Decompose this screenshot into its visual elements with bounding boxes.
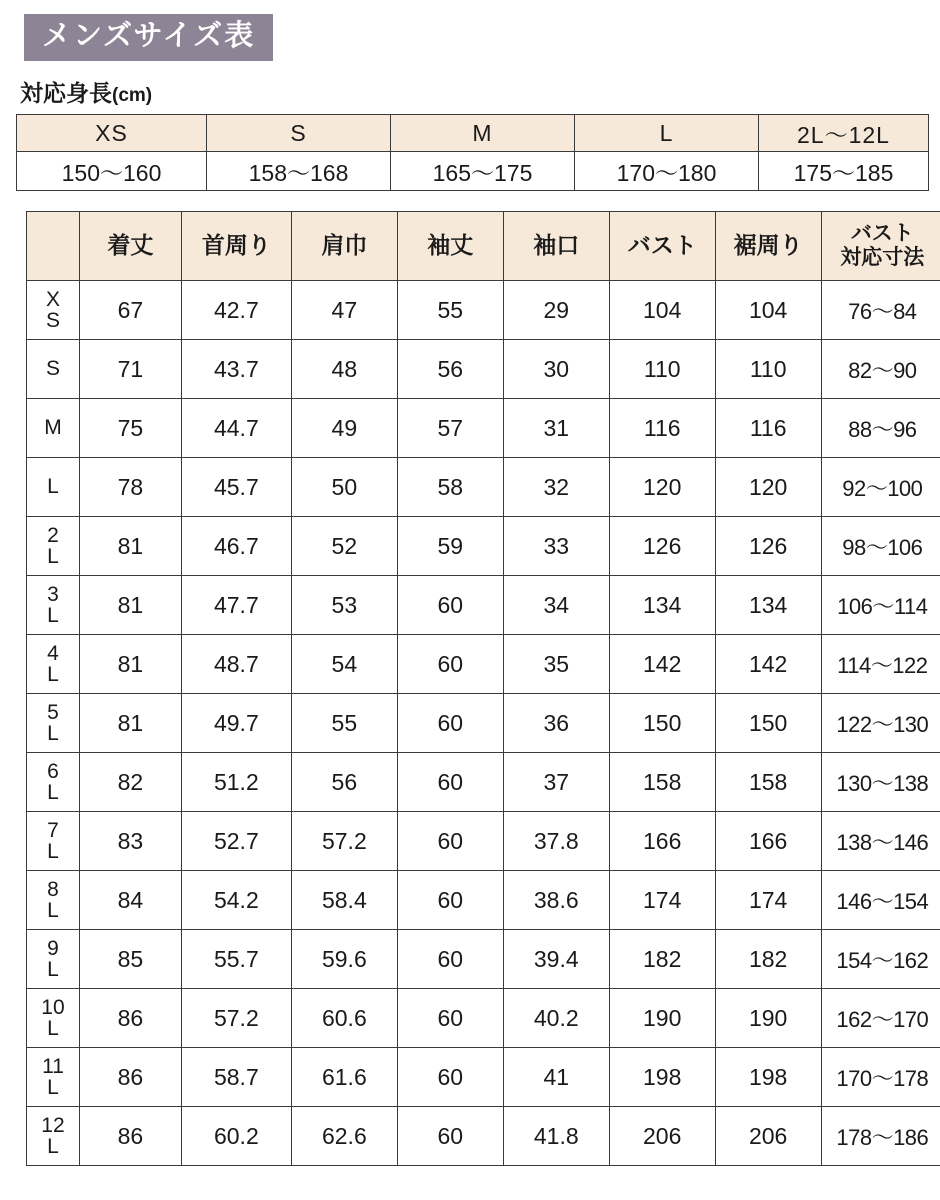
- height-subtitle-label: 対応身長: [20, 80, 112, 106]
- row-size-line2: L: [47, 722, 59, 745]
- cell-measurement: 38.6: [503, 871, 609, 930]
- table-row: [27, 576, 940, 635]
- cell-measurement: 150: [609, 694, 715, 753]
- cell-measurement: 126: [715, 517, 821, 576]
- cell-measurement: 86: [79, 989, 181, 1048]
- height-section-subtitle: [20, 75, 932, 108]
- cell-measurement: 81: [79, 635, 181, 694]
- column-header-katahaba: 肩巾: [291, 212, 397, 281]
- cell-measurement: 190: [609, 989, 715, 1048]
- table-row: [27, 399, 940, 458]
- cell-measurement: 110: [715, 340, 821, 399]
- cell-measurement: 116: [609, 399, 715, 458]
- cell-measurement: 56: [291, 753, 397, 812]
- cell-measurement: 206: [715, 1107, 821, 1166]
- row-header-size: [27, 930, 80, 989]
- row-header-size: [27, 871, 80, 930]
- measurements-header-row: [27, 212, 940, 281]
- height-size-header: M: [391, 115, 575, 152]
- cell-measurement: 58: [397, 458, 503, 517]
- cell-measurement: 198: [609, 1048, 715, 1107]
- cell-measurement: 47: [291, 281, 397, 340]
- row-size-line2: L: [47, 1017, 59, 1040]
- cell-measurement: 37: [503, 753, 609, 812]
- column-header-kitake: 着丈: [79, 212, 181, 281]
- cell-measurement: 48: [291, 340, 397, 399]
- row-size-line2: L: [47, 781, 59, 804]
- cell-measurement: 78: [79, 458, 181, 517]
- cell-measurement: 174: [715, 871, 821, 930]
- height-subtitle-unit: (cm): [112, 85, 153, 106]
- row-size-line2: L: [47, 958, 59, 981]
- row-size-line1: 8: [47, 877, 59, 901]
- page-title: メンズサイズ表: [24, 14, 273, 61]
- cell-measurement: 120: [715, 458, 821, 517]
- cell-bust-range: 138〜146: [821, 812, 940, 871]
- cell-measurement: 35: [503, 635, 609, 694]
- cell-bust-range: 146〜154: [821, 871, 940, 930]
- cell-measurement: 104: [609, 281, 715, 340]
- cell-measurement: 82: [79, 753, 181, 812]
- row-size-line2: L: [47, 545, 59, 568]
- row-header-size: [27, 576, 80, 635]
- cell-measurement: 57.2: [181, 989, 291, 1048]
- cell-measurement: 44.7: [181, 399, 291, 458]
- cell-measurement: 116: [715, 399, 821, 458]
- cell-measurement: 142: [715, 635, 821, 694]
- height-range-cell: 175〜185: [759, 152, 929, 191]
- height-range-cell: 150〜160: [17, 152, 207, 191]
- cell-measurement: 86: [79, 1107, 181, 1166]
- height-table-header-row: [17, 115, 929, 152]
- measurements-corner-cell: [27, 212, 80, 281]
- cell-measurement: 84: [79, 871, 181, 930]
- cell-measurement: 58.7: [181, 1048, 291, 1107]
- cell-measurement: 60.6: [291, 989, 397, 1048]
- cell-measurement: 43.7: [181, 340, 291, 399]
- cell-measurement: 46.7: [181, 517, 291, 576]
- column-header-sodeguchi: 袖口: [503, 212, 609, 281]
- cell-measurement: 41.8: [503, 1107, 609, 1166]
- cell-bust-range: 114〜122: [821, 635, 940, 694]
- row-size-line1: 12: [41, 1113, 65, 1137]
- row-size-line1: 5: [47, 700, 59, 724]
- column-header-bust-taiou-line1: バスト: [850, 222, 914, 246]
- cell-measurement: 49.7: [181, 694, 291, 753]
- cell-measurement: 67: [79, 281, 181, 340]
- cell-measurement: 62.6: [291, 1107, 397, 1166]
- row-header-size: [27, 694, 80, 753]
- cell-measurement: 52.7: [181, 812, 291, 871]
- cell-bust-range: 82〜90: [821, 340, 940, 399]
- cell-measurement: 56: [397, 340, 503, 399]
- cell-measurement: 104: [715, 281, 821, 340]
- column-header-bust-taiou-line2: 対応寸法: [840, 246, 925, 269]
- row-header-size: [27, 1107, 80, 1166]
- row-size-line2: L: [47, 604, 59, 627]
- cell-measurement: 40.2: [503, 989, 609, 1048]
- height-table: [16, 114, 929, 191]
- row-size-line1: 6: [47, 759, 59, 783]
- measurements-table: [26, 211, 940, 1166]
- table-row: [27, 871, 940, 930]
- cell-measurement: 60: [397, 871, 503, 930]
- row-header-size: [27, 458, 80, 517]
- row-size-line2: S: [45, 309, 60, 332]
- cell-measurement: 60.2: [181, 1107, 291, 1166]
- row-size-line1: 2: [47, 523, 59, 547]
- row-header-size: [27, 1048, 80, 1107]
- cell-measurement: 60: [397, 1048, 503, 1107]
- cell-measurement: 33: [503, 517, 609, 576]
- cell-measurement: 198: [715, 1048, 821, 1107]
- cell-bust-range: 170〜178: [821, 1048, 940, 1107]
- cell-measurement: 71: [79, 340, 181, 399]
- cell-measurement: 60: [397, 989, 503, 1048]
- cell-measurement: 54.2: [181, 871, 291, 930]
- column-header-sodetake: 袖丈: [397, 212, 503, 281]
- row-size-line2: L: [47, 1135, 59, 1158]
- cell-measurement: 39.4: [503, 930, 609, 989]
- cell-measurement: 81: [79, 694, 181, 753]
- cell-measurement: 29: [503, 281, 609, 340]
- height-size-header: XS: [17, 115, 207, 152]
- cell-measurement: 36: [503, 694, 609, 753]
- row-header-size: [27, 635, 80, 694]
- cell-measurement: 182: [715, 930, 821, 989]
- cell-measurement: 110: [609, 340, 715, 399]
- column-header-susomawari: 裾周り: [715, 212, 821, 281]
- cell-measurement: 53: [291, 576, 397, 635]
- measurements-section: [26, 211, 932, 1166]
- cell-measurement: 158: [715, 753, 821, 812]
- cell-measurement: 166: [609, 812, 715, 871]
- height-size-header: S: [207, 115, 391, 152]
- cell-measurement: 50: [291, 458, 397, 517]
- height-range-cell: 165〜175: [391, 152, 575, 191]
- row-header-size: [27, 399, 80, 458]
- cell-measurement: 49: [291, 399, 397, 458]
- cell-bust-range: 92〜100: [821, 458, 940, 517]
- row-size-line1: 9: [47, 936, 59, 960]
- cell-measurement: 60: [397, 576, 503, 635]
- cell-measurement: 45.7: [181, 458, 291, 517]
- cell-measurement: 61.6: [291, 1048, 397, 1107]
- table-row: [27, 1107, 940, 1166]
- row-header-size: [27, 989, 80, 1048]
- cell-measurement: 75: [79, 399, 181, 458]
- cell-measurement: 55: [397, 281, 503, 340]
- row-size-line1: 7: [47, 818, 59, 842]
- table-row: [27, 340, 940, 399]
- cell-measurement: 60: [397, 635, 503, 694]
- height-range-cell: 170〜180: [575, 152, 759, 191]
- table-row: [27, 1048, 940, 1107]
- cell-measurement: 134: [715, 576, 821, 635]
- cell-measurement: 60: [397, 753, 503, 812]
- cell-measurement: 60: [397, 1107, 503, 1166]
- cell-measurement: 57: [397, 399, 503, 458]
- cell-measurement: 60: [397, 694, 503, 753]
- cell-measurement: 52: [291, 517, 397, 576]
- table-row: [27, 930, 940, 989]
- row-size-line1: 10: [41, 995, 65, 1019]
- cell-measurement: 60: [397, 812, 503, 871]
- table-row: [27, 694, 940, 753]
- cell-measurement: 51.2: [181, 753, 291, 812]
- cell-measurement: 81: [79, 576, 181, 635]
- table-row: [27, 517, 940, 576]
- column-header-bust-taiou: [821, 212, 940, 281]
- cell-measurement: 174: [609, 871, 715, 930]
- cell-measurement: 59.6: [291, 930, 397, 989]
- table-row: [27, 458, 940, 517]
- cell-measurement: 126: [609, 517, 715, 576]
- cell-measurement: 60: [397, 930, 503, 989]
- cell-measurement: 158: [609, 753, 715, 812]
- row-header-size: [27, 281, 80, 340]
- cell-measurement: 81: [79, 517, 181, 576]
- column-header-kubimawari: 首周り: [181, 212, 291, 281]
- row-size-line1: M: [44, 416, 62, 440]
- cell-measurement: 31: [503, 399, 609, 458]
- cell-measurement: 85: [79, 930, 181, 989]
- height-size-header: L: [575, 115, 759, 152]
- cell-bust-range: 122〜130: [821, 694, 940, 753]
- row-size-line2: L: [47, 663, 59, 686]
- column-header-bust: バスト: [609, 212, 715, 281]
- cell-measurement: 41: [503, 1048, 609, 1107]
- cell-bust-range: 154〜162: [821, 930, 940, 989]
- cell-measurement: 30: [503, 340, 609, 399]
- table-row: [27, 635, 940, 694]
- cell-measurement: 58.4: [291, 871, 397, 930]
- row-size-line1: S: [45, 357, 60, 381]
- cell-bust-range: 106〜114: [821, 576, 940, 635]
- cell-measurement: 37.8: [503, 812, 609, 871]
- cell-measurement: 57.2: [291, 812, 397, 871]
- row-size-line2: L: [47, 899, 59, 922]
- row-size-line2: L: [47, 1076, 59, 1099]
- cell-measurement: 54: [291, 635, 397, 694]
- cell-measurement: 42.7: [181, 281, 291, 340]
- cell-bust-range: 88〜96: [821, 399, 940, 458]
- cell-measurement: 48.7: [181, 635, 291, 694]
- cell-bust-range: 76〜84: [821, 281, 940, 340]
- cell-measurement: 182: [609, 930, 715, 989]
- cell-measurement: 190: [715, 989, 821, 1048]
- row-size-line1: 4: [47, 641, 59, 665]
- row-header-size: [27, 753, 80, 812]
- cell-measurement: 142: [609, 635, 715, 694]
- table-row: [27, 812, 940, 871]
- cell-measurement: 83: [79, 812, 181, 871]
- table-row: [27, 989, 940, 1048]
- row-size-line1: 11: [42, 1054, 64, 1078]
- cell-measurement: 55.7: [181, 930, 291, 989]
- cell-bust-range: 162〜170: [821, 989, 940, 1048]
- row-size-line1: L: [47, 475, 59, 499]
- row-header-size: [27, 812, 80, 871]
- row-size-line1: 3: [47, 582, 59, 606]
- cell-measurement: 120: [609, 458, 715, 517]
- cell-bust-range: 178〜186: [821, 1107, 940, 1166]
- height-table-row: [17, 152, 929, 191]
- row-header-size: [27, 340, 80, 399]
- cell-measurement: 32: [503, 458, 609, 517]
- cell-bust-range: 130〜138: [821, 753, 940, 812]
- cell-measurement: 150: [715, 694, 821, 753]
- row-size-line1: X: [45, 287, 60, 311]
- cell-measurement: 134: [609, 576, 715, 635]
- cell-bust-range: 98〜106: [821, 517, 940, 576]
- height-range-cell: 158〜168: [207, 152, 391, 191]
- cell-measurement: 47.7: [181, 576, 291, 635]
- table-row: [27, 753, 940, 812]
- cell-measurement: 166: [715, 812, 821, 871]
- cell-measurement: 206: [609, 1107, 715, 1166]
- row-size-line2: L: [47, 840, 59, 863]
- cell-measurement: 55: [291, 694, 397, 753]
- cell-measurement: 59: [397, 517, 503, 576]
- cell-measurement: 34: [503, 576, 609, 635]
- cell-measurement: 86: [79, 1048, 181, 1107]
- height-size-header: 2L〜12L: [759, 115, 929, 152]
- row-header-size: [27, 517, 80, 576]
- table-row: [27, 281, 940, 340]
